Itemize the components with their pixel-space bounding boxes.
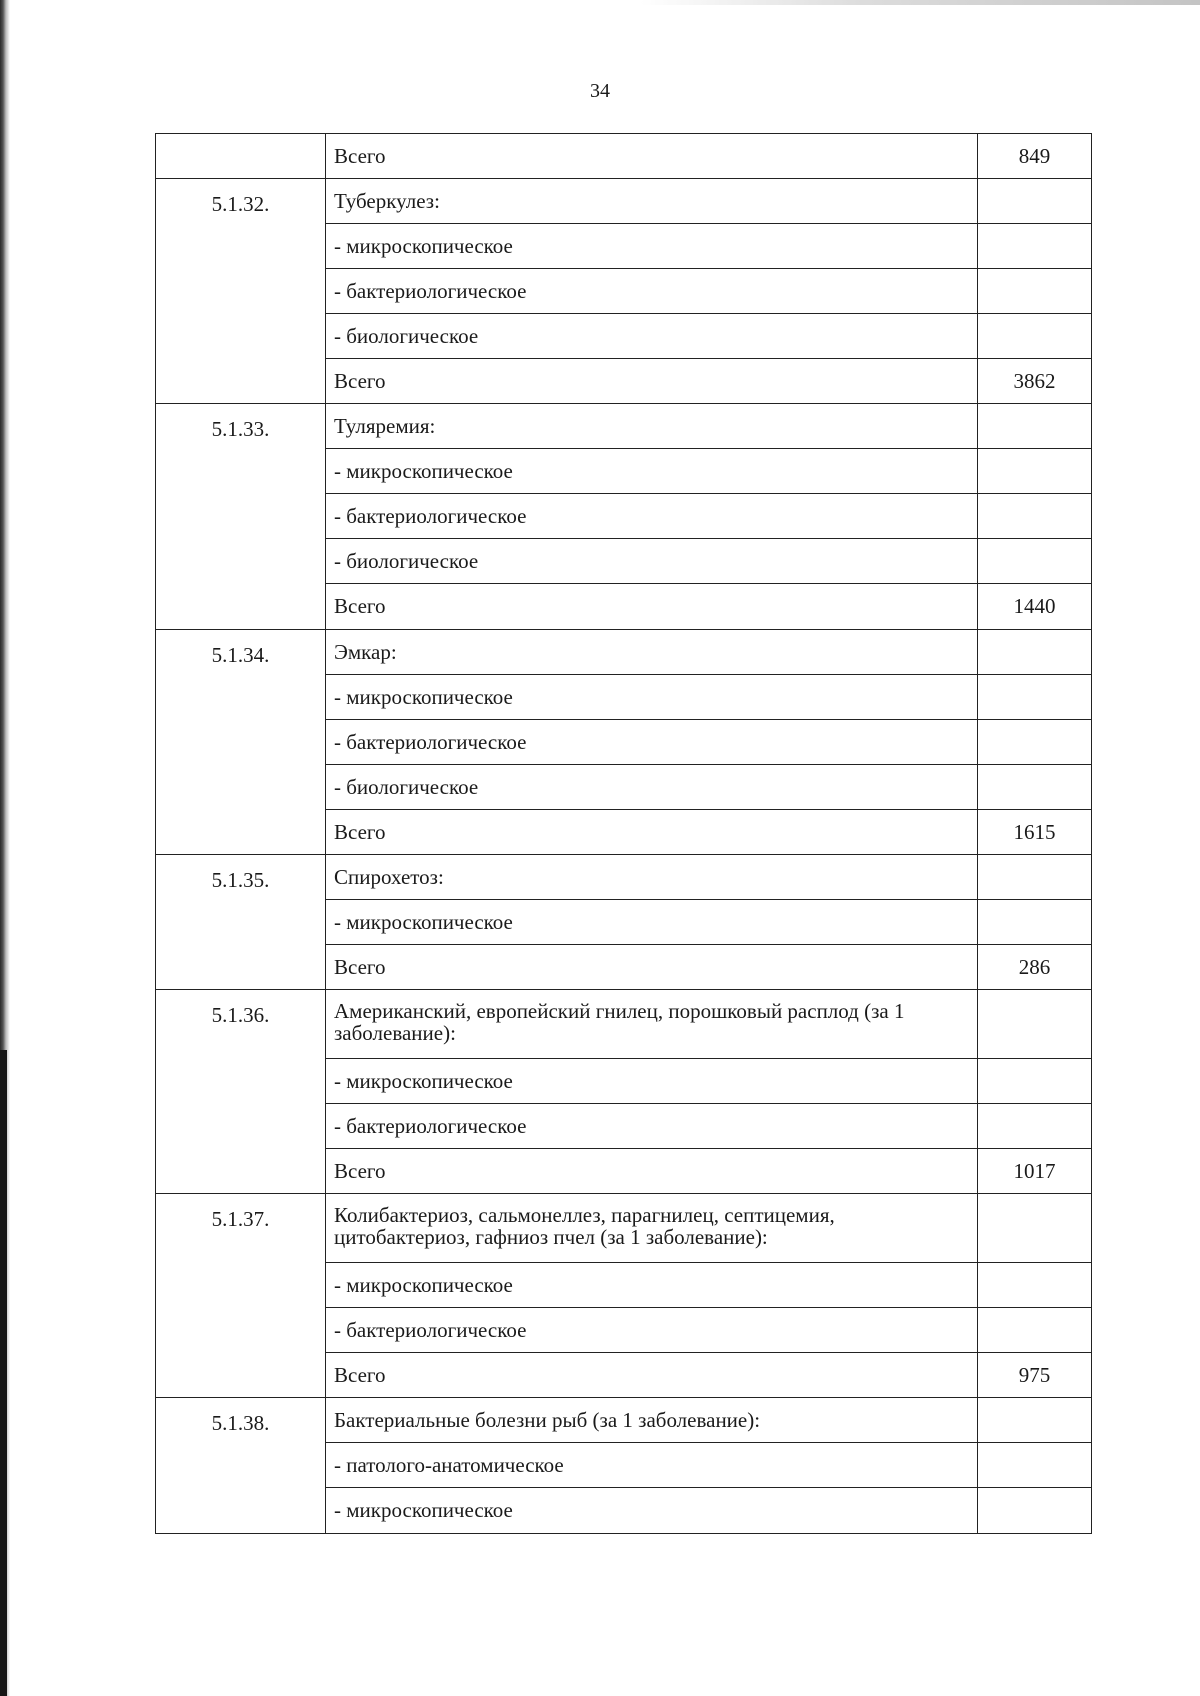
price-value xyxy=(978,1488,1092,1533)
study-name: Всего xyxy=(326,134,978,179)
study-name: - патолого-анатомическое xyxy=(326,1443,978,1488)
study-name: - биологическое xyxy=(326,764,978,809)
table-row xyxy=(156,134,1092,179)
price-value: 849 xyxy=(978,134,1092,179)
scan-shadow xyxy=(0,1050,7,1696)
study-name: - биологическое xyxy=(326,314,978,359)
page-number: 34 xyxy=(590,80,610,102)
item-number: 5.1.37. xyxy=(156,1194,326,1398)
item-number xyxy=(156,134,326,179)
price-table-body xyxy=(156,134,1092,1534)
study-name: Всего xyxy=(326,944,978,989)
price-value: 975 xyxy=(978,1353,1092,1398)
table-row xyxy=(156,989,1092,1058)
study-name: - микроскопическое xyxy=(326,1058,978,1103)
study-name: Всего xyxy=(326,584,978,629)
study-name: - микроскопическое xyxy=(326,674,978,719)
price-value xyxy=(978,1443,1092,1488)
item-number: 5.1.32. xyxy=(156,179,326,404)
price-value: 286 xyxy=(978,944,1092,989)
study-name: Всего xyxy=(326,1353,978,1398)
study-name: Всего xyxy=(326,1149,978,1194)
study-name: Туберкулез: xyxy=(326,179,978,224)
table-row xyxy=(156,179,1092,224)
item-number: 5.1.38. xyxy=(156,1398,326,1533)
price-value xyxy=(978,1058,1092,1103)
price-value: 1615 xyxy=(978,809,1092,854)
price-value xyxy=(978,1263,1092,1308)
study-name: - бактериологическое xyxy=(326,269,978,314)
price-value xyxy=(978,449,1092,494)
scan-edge-top xyxy=(640,0,1200,5)
study-name: - микроскопическое xyxy=(326,224,978,269)
item-number: 5.1.33. xyxy=(156,404,326,629)
study-name: - микроскопическое xyxy=(326,449,978,494)
price-value xyxy=(978,674,1092,719)
price-value xyxy=(978,1308,1092,1353)
table-row xyxy=(156,1398,1092,1443)
study-name: Американский, европейский гнилец, порошковый расплод (за 1 заболевание): xyxy=(326,989,978,1058)
study-name: Всего xyxy=(326,359,978,404)
item-number: 5.1.34. xyxy=(156,629,326,854)
study-name: - бактериологическое xyxy=(326,1308,978,1353)
price-value xyxy=(978,854,1092,899)
study-name: - микроскопическое xyxy=(326,1263,978,1308)
price-value xyxy=(978,899,1092,944)
price-value xyxy=(978,1104,1092,1149)
price-value: 1440 xyxy=(978,584,1092,629)
price-value xyxy=(978,629,1092,674)
scan-edge-left xyxy=(0,0,10,1696)
study-name: - микроскопическое xyxy=(326,899,978,944)
price-table xyxy=(155,133,1091,1534)
table-row xyxy=(156,404,1092,449)
price-value xyxy=(978,1194,1092,1263)
price-value: 3862 xyxy=(978,359,1092,404)
study-name: - биологическое xyxy=(326,539,978,584)
table-row xyxy=(156,629,1092,674)
price-value xyxy=(978,314,1092,359)
price-value xyxy=(978,539,1092,584)
study-name: - микроскопическое xyxy=(326,1488,978,1533)
study-name: Спирохетоз: xyxy=(326,854,978,899)
price-value xyxy=(978,404,1092,449)
study-name: Колибактериоз, сальмонеллез, парагнилец, септицемия, цитобактериоз, гафниоз пчел (за 1 заболевание): xyxy=(326,1194,978,1263)
study-name: - бактериологическое xyxy=(326,494,978,539)
study-name: Бактериальные болезни рыб (за 1 заболевание): xyxy=(326,1398,978,1443)
price-value xyxy=(978,989,1092,1058)
price-value xyxy=(978,224,1092,269)
study-name: Туляремия: xyxy=(326,404,978,449)
table-row xyxy=(156,854,1092,899)
price-value xyxy=(978,764,1092,809)
item-number: 5.1.36. xyxy=(156,989,326,1193)
study-name: - бактериологическое xyxy=(326,1104,978,1149)
price-value xyxy=(978,269,1092,314)
table-row xyxy=(156,1194,1092,1263)
item-number: 5.1.35. xyxy=(156,854,326,989)
study-name: Всего xyxy=(326,809,978,854)
price-value xyxy=(978,719,1092,764)
study-name: - бактериологическое xyxy=(326,719,978,764)
price-value xyxy=(978,1398,1092,1443)
price-value: 1017 xyxy=(978,1149,1092,1194)
price-value xyxy=(978,494,1092,539)
study-name: Эмкар: xyxy=(326,629,978,674)
price-value xyxy=(978,179,1092,224)
